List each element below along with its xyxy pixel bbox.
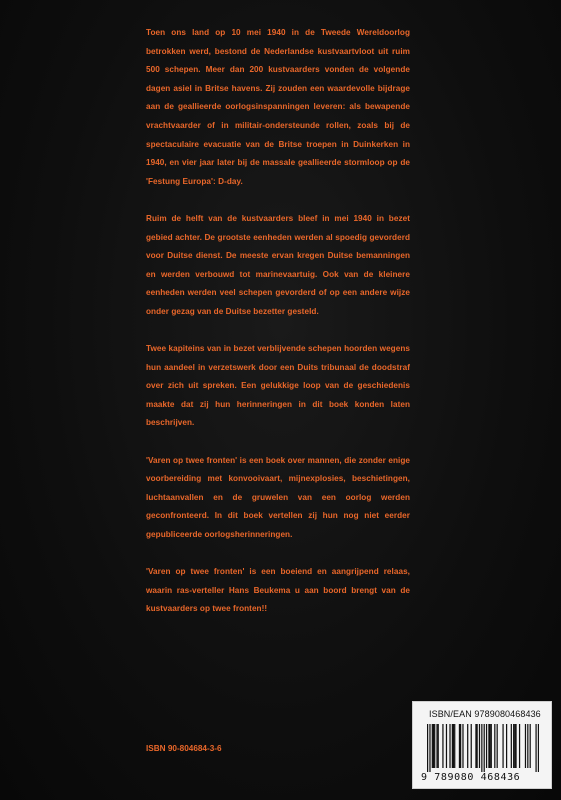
barcode-bar [511,724,512,768]
barcode-bar [429,724,430,772]
barcode-bar [514,724,515,768]
barcode-bar [481,724,482,772]
barcode-bar [434,724,435,768]
barcode-bar [475,724,476,768]
isbn-number: ISBN 90-804684-3-6 [146,744,222,753]
barcode-bar [489,724,490,768]
paragraph-3: Twee kapiteins van in bezet verblijvende schepen hoorden wegens hun aandeel in verzetswerk door een Duits tribunaal de doodstraf over zich uit spreken. Een gelukkige loop van de geschiedenis maakte dat zij hun herinneringen in dit boek konden laten beschrijven. [146,344,410,428]
barcode-bar [467,724,468,768]
barcode-bar [515,724,516,768]
barcode-bar [452,724,453,768]
barcode-bar [513,724,514,768]
barcode-bar [459,724,460,768]
barcode-bar [525,724,526,768]
barcode-bar [454,724,455,768]
paragraph-4: 'Varen op twee fronten' is een boek over mannen, die zonder enige voorbereiding met konvooivaart, mijnexplosies, beschietingen, luchtaanvallen en de gruwelen van een oorlog werden geconfronteerd. In dit boek vertellen zij hun nog niet eerder gepubliceerde oorlogsherinneringen. [146,455,410,540]
barcode-bar [460,724,461,768]
barcode-bar [477,724,478,768]
barcode-bar [446,724,447,768]
barcode-bar [494,724,495,768]
blurb-text [146,24,410,638]
barcode-bar [471,724,472,768]
barcode-bar [486,724,487,768]
barcode-bar [438,724,439,768]
barcode-bar [488,724,489,768]
barcode-bar [453,724,454,768]
barcode-bar [527,724,528,768]
barcode-bar [535,724,536,772]
barcode-bar [433,724,434,768]
barcode-bar [436,724,437,768]
barcode-bar [502,724,503,768]
barcode-bar [491,724,492,768]
barcode-bar [432,724,433,768]
barcode-digits: 9 789080 468436 [421,772,521,783]
paragraph-5: 'Varen op twee fronten' is een boeiend en aangrijpend relaas, waarin ras-verteller Hans Beukema u aan boord brengt van de kustvaarders op twee fronten!! [146,567,410,614]
barcode-bar [442,724,443,768]
barcode-bar [484,724,485,772]
paragraph-2: Ruim de helft van de kustvaarders bleef in mei 1940 in bezet gebied achter. De grootste eenheden werden al spoedig gevorderd voor Duitse dienst. De meeste ervan kregen Duitse bemanningen en werden verbouwd tot marinevaartuig. Ook van de kleinere eenheden werden veel schepen gevorderd of op een andere wijze onder gezag van de Duitse bezetter gesteld. [146,213,410,316]
barcode-bar [497,724,498,768]
barcode-bar [427,724,428,772]
barcode-title: ISBN/EAN 9789080468436 [429,709,541,719]
barcode-bar [449,724,450,768]
barcode-bar [462,724,463,768]
barcode-bar [479,724,480,768]
barcode-bar [538,724,539,772]
barcode-bar [506,724,507,768]
barcode-bar [519,724,520,768]
barcode-sticker [412,701,552,789]
barcode-icon [427,724,539,772]
paragraph-1: Toen ons land op 10 mei 1940 in de Tweede Wereldoorlog betrokken werd, bestond de Nederlandse kustvaartvloot uit ruim 500 schepen. Meer dan 200 kustvaarders vonden de volgende dagen asiel in Britse havens. Zij zouden een waardevolle bijdrage aan de geallieerde oorlogsinspanningen leveren: als bewapende vrachtvaarder of in militair-ondersteunde rollen, zoals bij de spectaculaire evacuatie van de Britse troepen in Duinkerken in 1940, en vier jaar later bij de massale geallieerde stormloop op de 'Festung Europa': D-day. [146,28,410,186]
barcode-bar [530,724,531,768]
